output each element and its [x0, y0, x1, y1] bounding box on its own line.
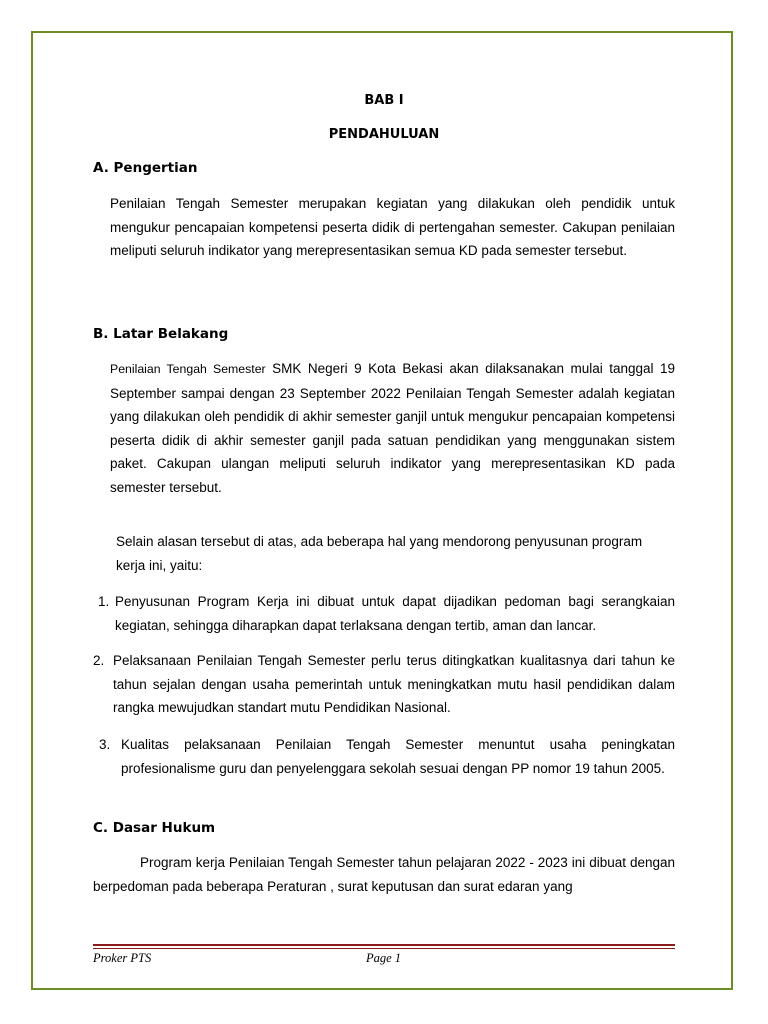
- list-item-number: 2.: [93, 653, 105, 668]
- list-item-text: Pelaksanaan Penilaian Tengah Semester perlu terus ditingkatkan kualitasnya dari tahun ke tahun sejalan dengan usaha pemerintah untuk meningkatkan mutu hasil pendidikan dalam rangka mewujudkan standart mutu Pendidikan Nasional.: [113, 653, 675, 715]
- section-c-title: C. Dasar Hukum: [93, 820, 216, 836]
- section-b-body: [110, 357, 675, 499]
- footer-left: Proker PTS: [93, 951, 152, 965]
- footer-rule: [93, 944, 675, 946]
- list-item-text: Kualitas pelaksanaan Penilaian Tengah Semester menuntut usaha peningkatan profesionalisme guru dan penyelenggara sekolah sesuai dengan PP nomor 19 tahun 2005.: [121, 737, 675, 776]
- list-item: [99, 733, 675, 780]
- footer-rule-thin: [93, 948, 675, 949]
- section-a-title: A. Pengertian: [93, 160, 198, 176]
- chapter-title: PENDAHULUAN: [328, 127, 440, 142]
- section-a-body: Penilaian Tengah Semester merupakan kegiatan yang dilakukan oleh pendidik untuk mengukur pencapaian kompetensi peserta didik di pertengahan semester. Cakupan penilaian meliputi seluruh indikator yang merepresentasikan semua KD pada semester tersebut.: [110, 196, 675, 258]
- section-b-text: SMK Negeri 9 Kota Bekasi akan dilaksanakan mulai tanggal 19 September sampai dengan 23 September 2022 Penilaian Tengah Semester adalah kegiatan yang dilakukan oleh pendidik di akhir semester ganjil untuk mengukur pencapaian kompetensi peserta didik di akhir semester ganjil pada satuan pendidikan yang menggunakan sistem paket. Cakupan ulangan meliputi seluruh indikator yang merepresentasikan KD pada semester tersebut.: [110, 361, 676, 495]
- list-item: [98, 590, 675, 637]
- section-b-intro: Selain alasan tersebut di atas, ada beberapa hal yang mendorong penyusunan program kerja ini, yaitu:: [116, 534, 643, 573]
- list-item-number: 3.: [99, 737, 111, 752]
- section-b-title: B. Latar Belakang: [93, 326, 229, 342]
- section-c-body: Program kerja Penilaian Tengah Semester tahun pelajaran 2022 - 2023 ini dibuat dengan berpedoman pada beberapa Peraturan , surat keputusan dan surat edaran yang: [93, 855, 675, 894]
- list-item: [93, 649, 675, 720]
- section-b-lead: Penilaian Tengah Semester: [110, 362, 266, 376]
- list-item-text: Penyusunan Program Kerja ini dibuat untuk dapat dijadikan pedoman bagi serangkaian kegiatan, sehingga diharapkan dapat terlaksana dengan tertib, aman dan lancar.: [115, 594, 675, 633]
- chapter-number: BAB I: [364, 93, 404, 108]
- page-number: Page 1: [366, 951, 402, 965]
- list-item-number: 1.: [98, 594, 110, 609]
